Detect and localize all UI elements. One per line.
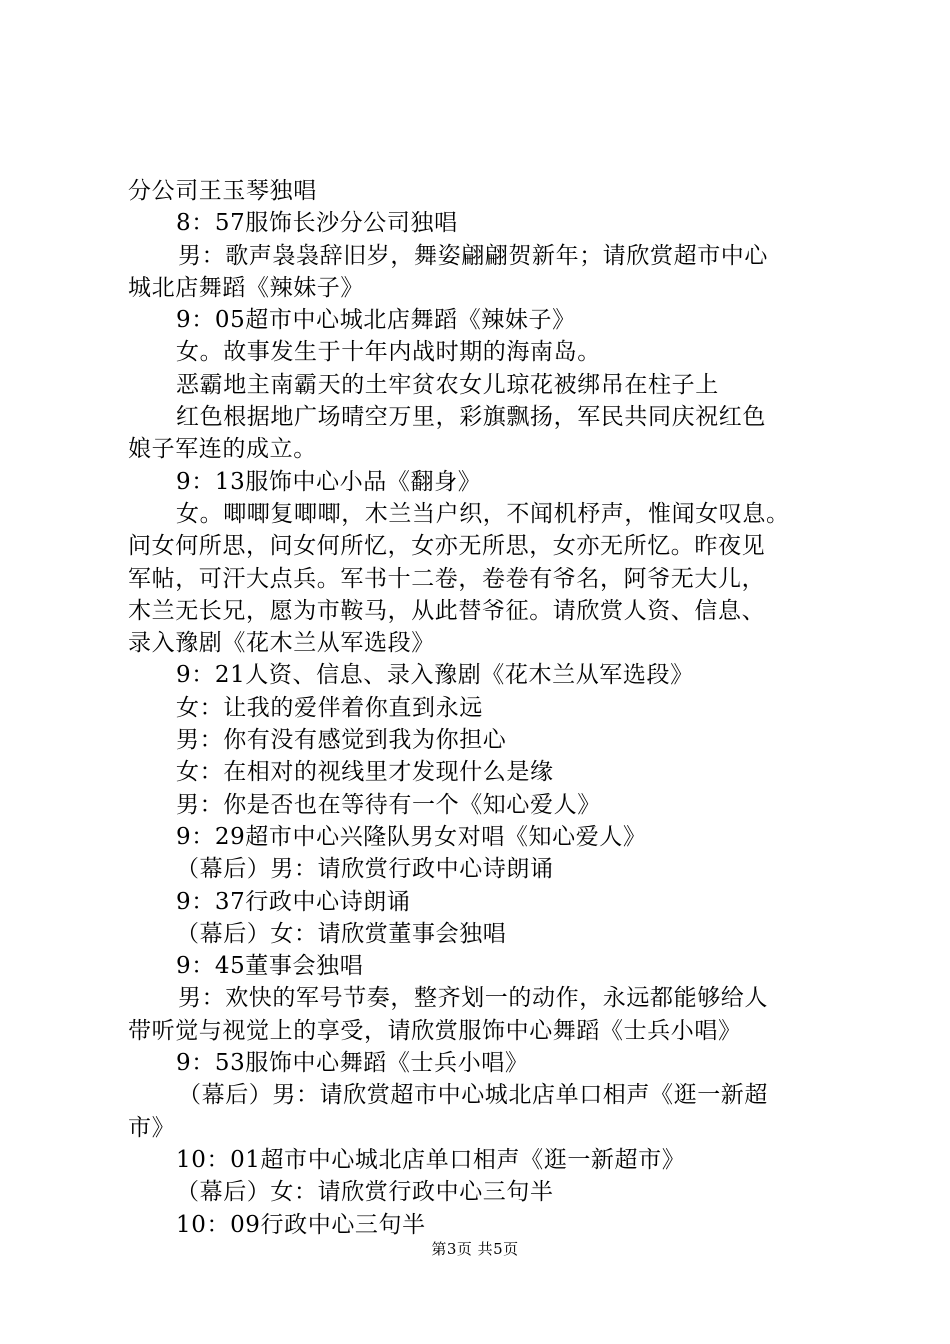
text-line: 录入豫剧《花木兰从军选段》 (128, 630, 435, 657)
text-line: 9：45董事会独唱 (176, 953, 364, 980)
text-line: 男：你是否也在等待有一个《知心爱人》 (176, 791, 601, 818)
text-line: 男：你有没有感觉到我为你担心 (176, 727, 507, 754)
text-line: 女。故事发生于十年内战时期的海南岛。 (176, 339, 601, 366)
document-body (128, 175, 828, 1241)
text-line: 红色根据地广场晴空万里，彩旗飘扬，军民共同庆祝红色 (176, 404, 766, 431)
text-line: 城北店舞蹈《辣妹子》 (128, 274, 364, 301)
page-footer (0, 1238, 950, 1259)
text-line: 男：歌声袅袅辞旧岁，舞姿翩翩贺新年；请欣赏超市中心 (178, 242, 768, 269)
text-line: 娘子军连的成立。 (128, 436, 317, 463)
text-line: （幕后）女：请欣赏行政中心三句半 (176, 1179, 554, 1206)
text-line: 男：欢快的军号节奏，整齐划一的动作，永远都能够给人 (178, 985, 768, 1012)
text-line: 女。唧唧复唧唧，木兰当户织，不闻机杼声，惟闻女叹息。 (176, 500, 790, 527)
text-line: 10：01超市中心城北店单口相声《逛一新超市》 (176, 1146, 686, 1173)
text-line: 市》 (128, 1114, 176, 1141)
text-line: 军帖，可汗大点兵。军书十二卷，卷卷有爷名，阿爷无大儿， (128, 565, 766, 592)
text-line: 8：57服饰长沙分公司独唱 (176, 210, 458, 237)
text-line: 女：在相对的视线里才发现什么是缘 (176, 759, 554, 786)
text-line: 分公司王玉琴独唱 (128, 178, 317, 204)
text-line: 问女何所思，问女何所忆，女亦无所思，女亦无所忆。昨夜见 (128, 533, 766, 560)
text-line: 恶霸地主南霸天的土牢贫农女儿琼花被绑吊在柱子上 (176, 371, 719, 398)
text-line: 木兰无长兄，愿为市鞍马，从此替爷征。请欣赏人资、信息、 (128, 597, 766, 624)
text-line: 9：21人资、信息、录入豫剧《花木兰从军选段》 (176, 662, 694, 689)
text-line: 9：05超市中心城北店舞蹈《辣妹子》 (176, 307, 576, 334)
text-line: 10：09行政中心三句半 (176, 1211, 426, 1238)
text-line: 9：29超市中心兴隆队男女对唱《知心爱人》 (176, 823, 647, 850)
text-line: （幕后）女：请欣赏董事会独唱 (176, 920, 507, 947)
text-line: （幕后）男：请欣赏行政中心诗朗诵 (176, 856, 554, 883)
text-line: 9：37行政中心诗朗诵 (176, 888, 411, 915)
text-line: 9：13服饰中心小品《翻身》 (176, 468, 482, 495)
page-number: 第3页 共5页 (431, 1240, 519, 1258)
text-line: 带听觉与视觉上的享受，请欣赏服饰中心舞蹈《士兵小唱》 (128, 1017, 742, 1044)
text-line: 女：让我的爱伴着你直到永远 (176, 694, 483, 721)
text-line: 9：53服饰中心舞蹈《士兵小唱》 (176, 1050, 529, 1077)
text-line: （幕后）男：请欣赏超市中心城北店单口相声《逛一新超 (178, 1082, 768, 1109)
